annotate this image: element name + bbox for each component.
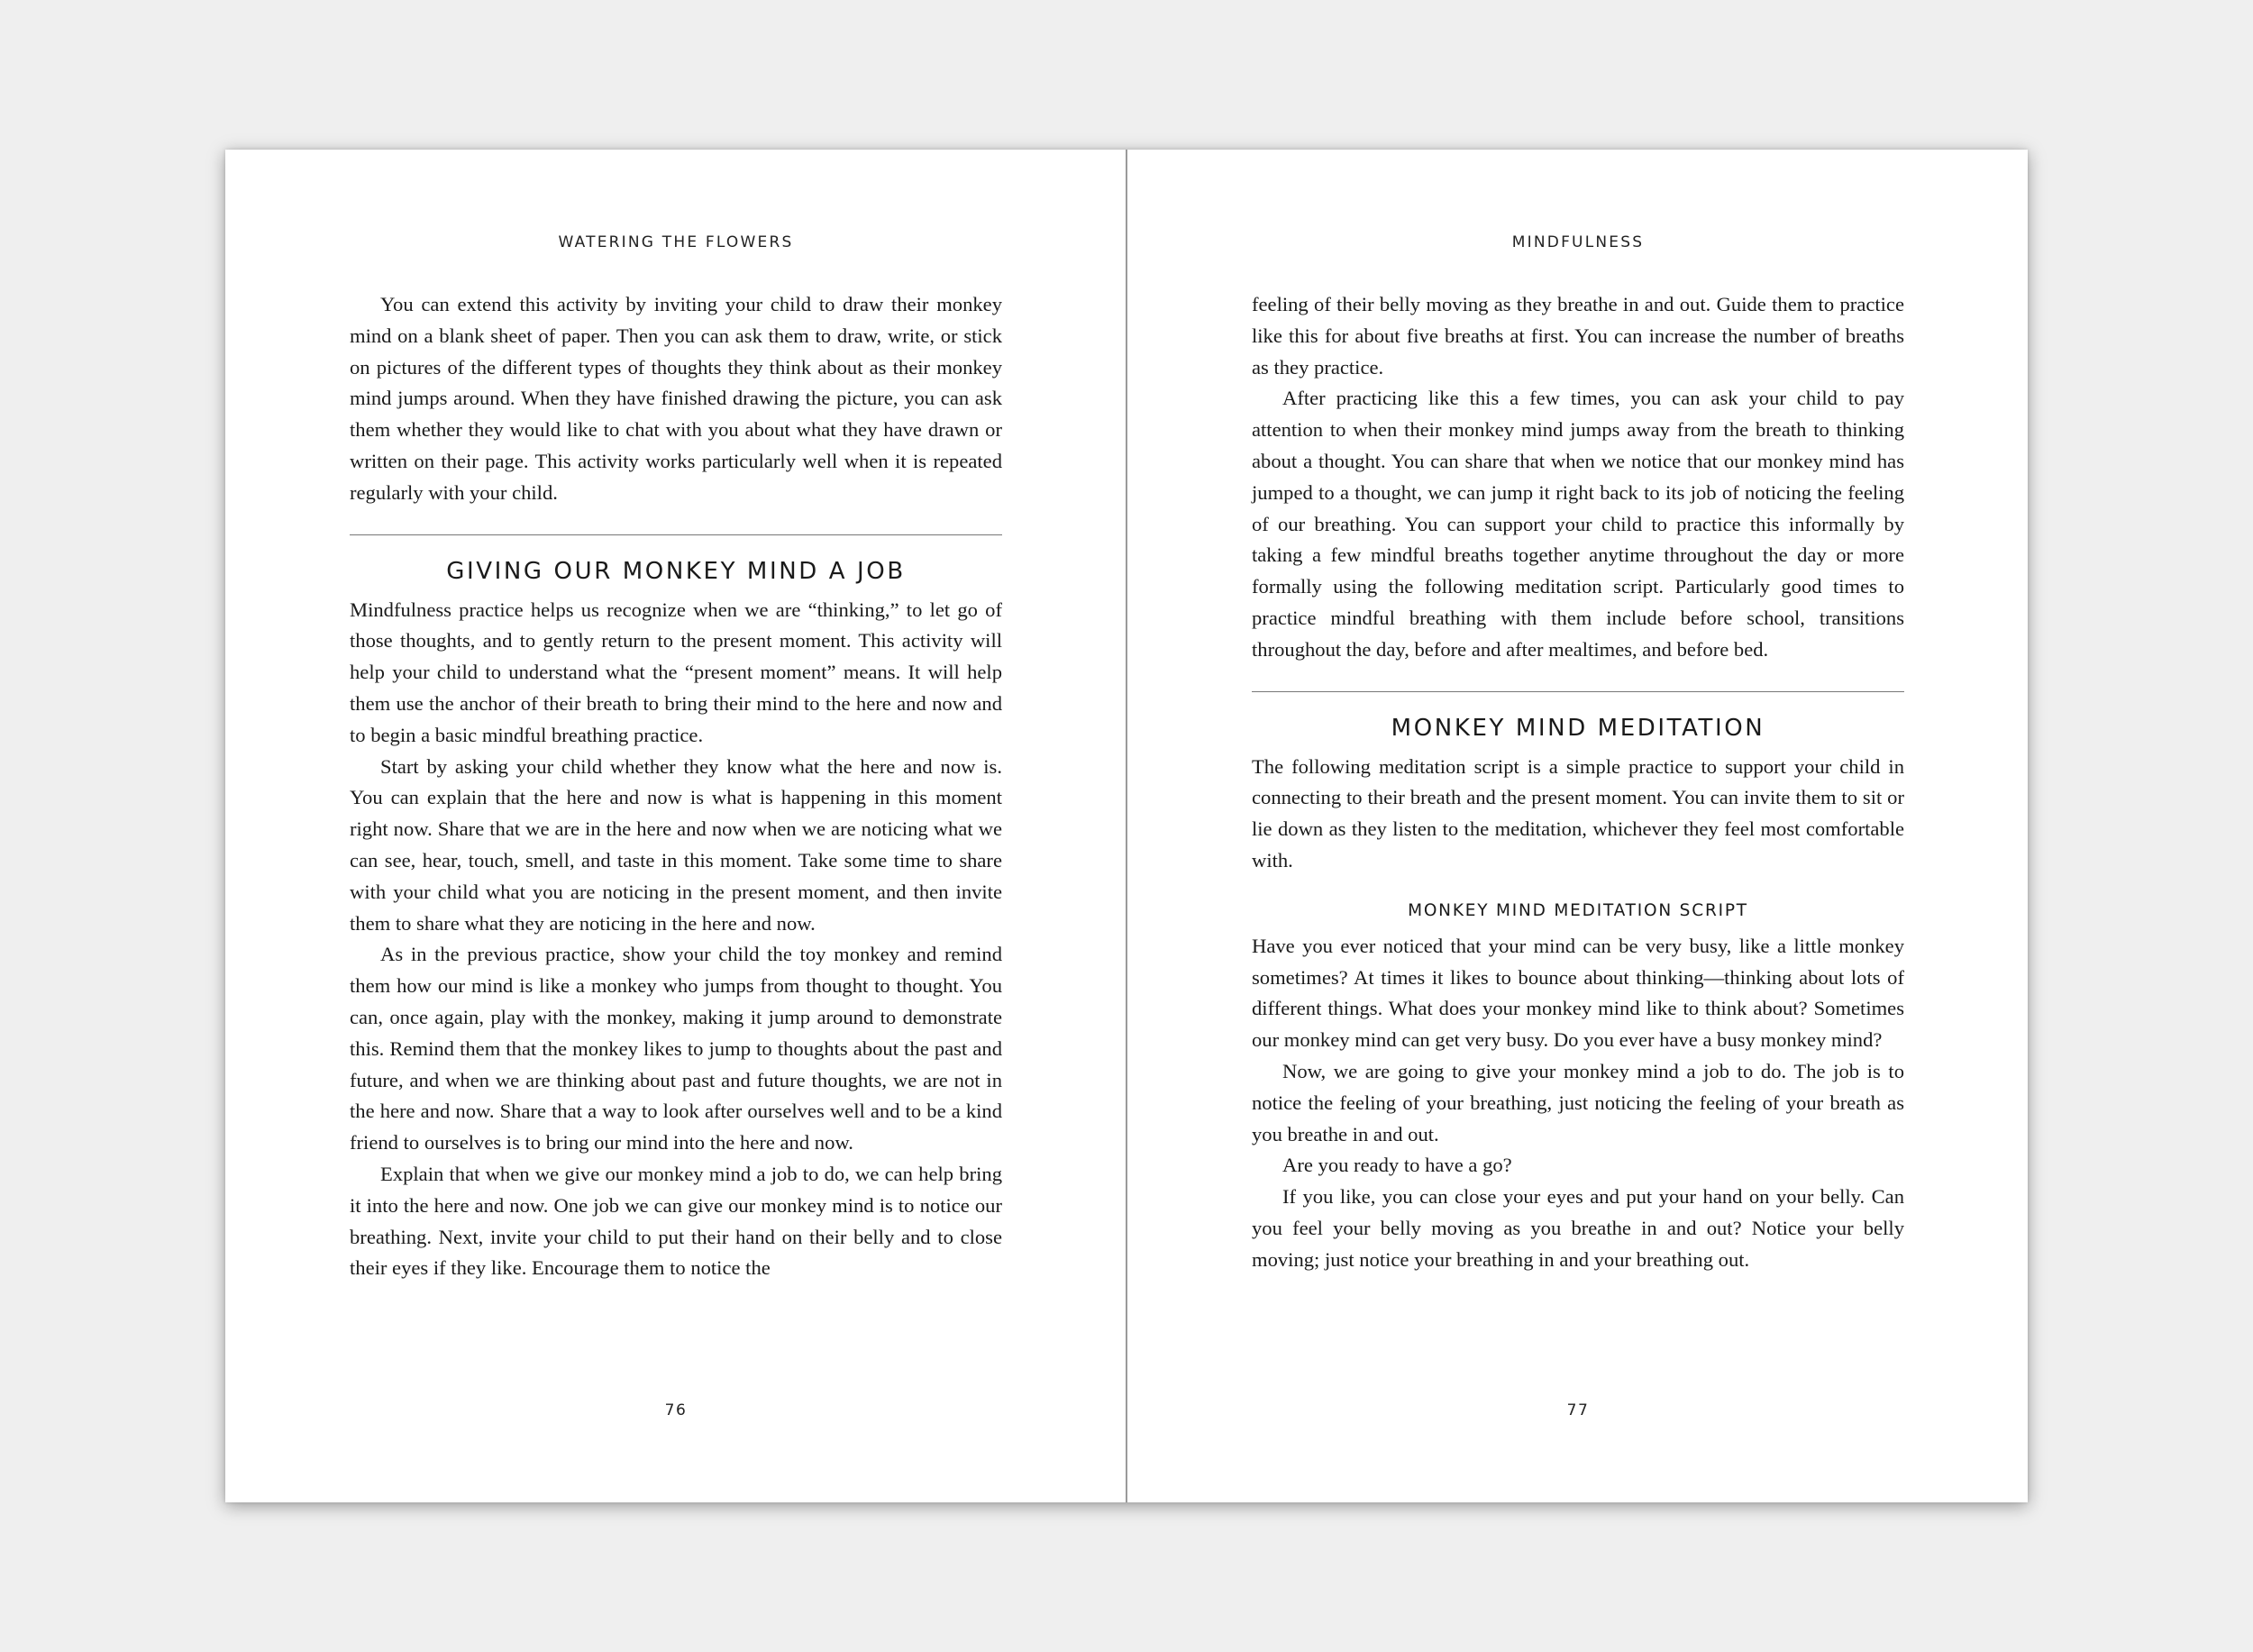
section-heading: MONKEY MIND MEDITATION <box>1391 714 1765 742</box>
page-number: 76 <box>664 1401 688 1419</box>
running-head: WATERING THE FLOWERS <box>558 233 794 251</box>
paragraph: Are you ready to have a go? <box>1282 1154 1512 1177</box>
book-spread <box>225 150 2028 1502</box>
running-head: MINDFULNESS <box>1511 233 1645 251</box>
paragraph: feeling of their belly moving as they breathe in and out. Guide them to practice like this for about five breaths at first. You can increase the number of breaths as they practice. <box>1252 293 1904 379</box>
section-divider <box>350 534 1002 535</box>
left-page <box>225 150 1126 1502</box>
right-page <box>1127 150 2029 1502</box>
page-number: 77 <box>1566 1401 1590 1419</box>
subsection-heading: MONKEY MIND MEDITATION SCRIPT <box>1408 900 1748 920</box>
paragraph: Have you ever noticed that your mind can be very busy, like a little monkey sometimes? At times it likes to bounce about thinking—thinking about lots of different things. What does your monkey mind like to think about? Sometimes our monkey mind can get very busy. Do you ever have a busy monkey mind? <box>1252 934 1904 1052</box>
page-body <box>1252 289 1904 1276</box>
section-heading: GIVING OUR MONKEY MIND A JOB <box>446 557 906 585</box>
paragraph: If you like, you can close your eyes and put your hand on your belly. Can you feel your belly moving as you breathe in and out? Notice your belly moving; just notice your breathing in and your breathing out. <box>1252 1185 1904 1271</box>
paragraph: Start by asking your child whether they know what the here and now is. You can explain that the here and now is what is happening in this moment right now. Share that we are in the here and now when we are noticing what we can see, hear, touch, smell, and taste in this moment. Take some time to share with your child what you are noticing in the present moment, and then invite them to share what they are noticing in the here and now. <box>350 754 1002 935</box>
paragraph: The following meditation script is a simple practice to support your child in connecting to their breath and the present moment. You can invite them to sit or lie down as they listen to the meditation, whichever they feel most comfortable with. <box>1252 754 1904 872</box>
paragraph: As in the previous practice, show your child the toy monkey and remind them how our mind is like a monkey who jumps from thought to thought. You can, once again, play with the monkey, making it jump around to demonstrate this. Remind them that the monkey likes to jump to thoughts about the past and future, and when we are thinking about past and future thoughts, we are not in the here and now. Share that a way to look after ourselves well and to be a kind friend to ourselves is to bring our mind into the here and now. <box>350 943 1002 1155</box>
paragraph: Explain that when we give our monkey mind a job to do, we can help bring it into the here and now. One job we can give our monkey mind is to notice our breathing. Next, invite your child to put their hand on their belly and to close their eyes if they like. Encourage them to notice the <box>350 1162 1002 1280</box>
paragraph: You can extend this activity by inviting your child to draw their monkey mind on a blank sheet of paper. Then you can ask them to draw, write, or stick on pictures of the different types of thoughts they think about as their monkey mind jumps around. When they have finished drawing the picture, you can ask them whether they would like to chat with you about what they have drawn or written on their page. This activity works particularly well when it is repeated regularly with your child. <box>350 293 1002 504</box>
section-divider <box>1252 691 1904 692</box>
paragraph: Now, we are going to give your monkey mind a job to do. The job is to notice the feeling of your breathing, just noticing the feeling of your breath as you breathe in and out. <box>1252 1059 1904 1145</box>
page-body <box>350 289 1002 1284</box>
paragraph: Mindfulness practice helps us recognize when we are “thinking,” to let go of those thoughts, and to gently return to the present moment. This activity will help your child to understand what the “present moment” means. It will help them use the anchor of their breath to bring their mind to the here and now and to begin a basic mindful breathing practice. <box>350 598 1002 746</box>
paragraph: After practicing like this a few times, you can ask your child to pay attention to when their monkey mind jumps away from the breath to thinking about a thought. You can share that when we notice that our monkey mind has jumped to a thought, we can jump it right back to its job of noticing the feeling of our breathing. You can support your child to practice this informally by taking a few mindful breaths together anytime throughout the day or more formally using the following meditation script. Particularly good times to practice mindful breathing with them include before school, transitions throughout the day, before and after mealtimes, and before bed. <box>1252 387 1904 661</box>
